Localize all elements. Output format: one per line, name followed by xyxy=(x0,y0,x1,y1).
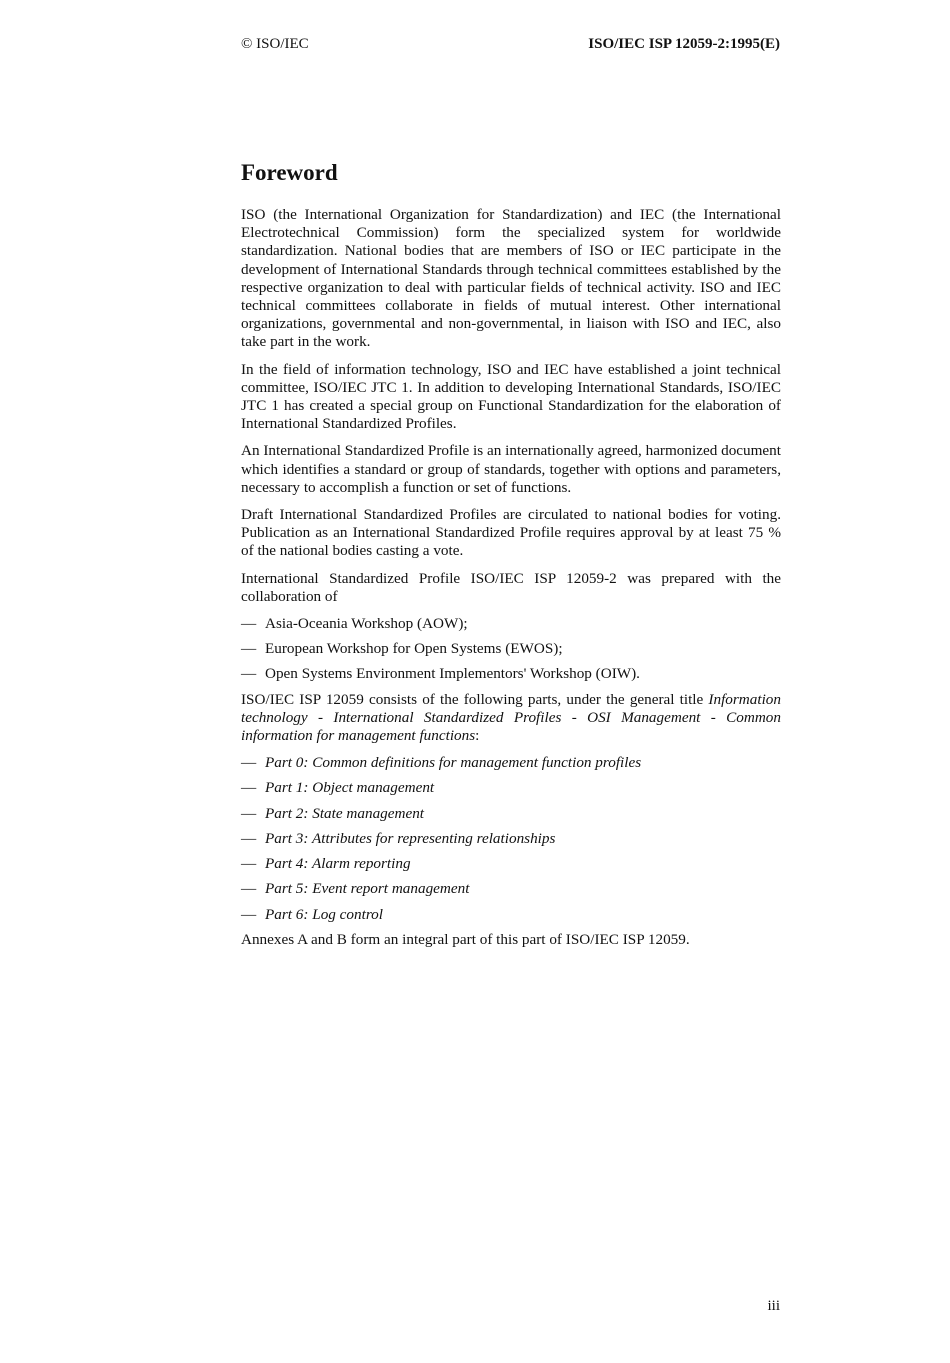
collaborator-list xyxy=(241,615,781,684)
part-title: Part 1: Object management xyxy=(265,779,435,797)
list-item-text: European Workshop for Open Systems (EWOS); xyxy=(265,640,563,658)
part-title: Part 4: Alarm reporting xyxy=(265,855,411,873)
list-item xyxy=(241,779,781,797)
dash-glyph: — xyxy=(241,804,257,822)
list-item xyxy=(241,640,781,658)
paragraph-isp-definition: An International Standardized Profile is an internationally agreed, harmonized document which identifies a standard or group of standards, together with options and parameters, necessary to accomplish a function or set of functions. xyxy=(241,442,781,496)
page-title: Foreword xyxy=(241,160,338,185)
paragraph-voting: Draft International Standardized Profiles are circulated to national bodies for voting. Publication as an International Standardized Profile requires approval by at least 75 % of the national bodies casting a vote. xyxy=(241,506,781,560)
dash-glyph: — xyxy=(241,905,257,923)
parts-intro-lead: ISO/IEC ISP 12059 consists of the following parts, under the general title xyxy=(241,690,709,708)
list-item xyxy=(241,805,781,823)
parts-intro-tail: : xyxy=(475,727,480,745)
list-item xyxy=(241,830,781,848)
annex-note: Annexes A and B form an integral part of this part of ISO/IEC ISP 12059. xyxy=(241,930,690,948)
dash-glyph: — xyxy=(241,829,257,847)
parts-list xyxy=(241,754,781,923)
page-number: iii xyxy=(767,1298,780,1314)
dash-glyph: — xyxy=(241,665,257,683)
dash-glyph: — xyxy=(241,779,257,797)
list-item-text: Open Systems Environment Implementors' Workshop (OIW). xyxy=(265,665,640,683)
list-item xyxy=(241,880,781,898)
part-title: Part 0: Common definitions for management function profiles xyxy=(265,754,642,772)
paragraph-parts-intro xyxy=(241,691,781,746)
list-item-text: Asia-Oceania Workshop (AOW); xyxy=(265,615,468,633)
part-title: Part 6: Log control xyxy=(265,905,383,923)
list-item xyxy=(241,665,781,683)
list-item xyxy=(241,906,781,924)
list-item xyxy=(241,855,781,873)
general-title: Information technology - International Standardized Profiles - OSI Management - Common information for management functions xyxy=(241,690,781,745)
dash-glyph: — xyxy=(241,640,257,658)
header-doc-id: ISO/IEC ISP 12059-2:1995(E) xyxy=(588,36,780,52)
dash-glyph: — xyxy=(241,855,257,873)
dash-glyph: — xyxy=(241,615,257,633)
part-title: Part 2: State management xyxy=(265,804,425,822)
list-item xyxy=(241,615,781,633)
dash-glyph: — xyxy=(241,754,257,772)
part-title: Part 5: Event report management xyxy=(265,880,470,898)
foreword-section xyxy=(241,160,781,958)
paragraph-collaboration: International Standardized Profile ISO/IEC ISP 12059-2 was prepared with the collaboration of xyxy=(241,569,781,605)
list-item xyxy=(241,754,781,772)
header-copyright: © ISO/IEC xyxy=(241,36,309,52)
paragraph-iso-iec: ISO (the International Organization for Standardization) and IEC (the International Electrotechnical Commission) form the specialized system for worldwide standardization. National bodies that are members of ISO or IEC participate in the development of International Standards through technical committees established by the respective organization to deal with particular fields of technical activity. ISO and IEC technical committees collaborate in fields of mutual interest. Other international organizations, governmental and non-governmental, in liaison with ISO and IEC, also take part in the work. xyxy=(241,206,781,351)
part-title: Part 3: Attributes for representing relationships xyxy=(265,829,556,847)
paragraph-jtc1: In the field of information technology, ISO and IEC have established a joint technical committee, ISO/IEC JTC 1. In addition to developing International Standards, ISO/IEC JTC 1 has created a special group on Functional Standardization for the elaboration of International Standardized Profiles. xyxy=(241,360,781,433)
dash-glyph: — xyxy=(241,880,257,898)
